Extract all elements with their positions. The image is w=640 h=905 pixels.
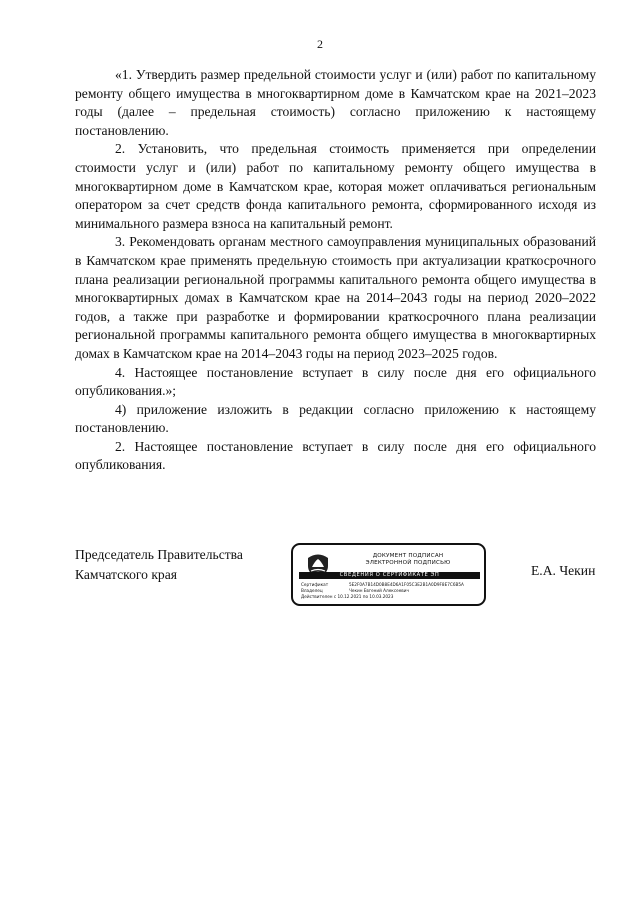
stamp-certificate-bar: СВЕДЕНИЯ О СЕРТИФИКАТЕ ЭП	[299, 572, 480, 579]
signatory-title	[75, 545, 243, 585]
electronic-signature-stamp	[291, 543, 486, 606]
stamp-header-line2: ЭЛЕКТРОННОЙ ПОДПИСЬЮ	[365, 560, 451, 566]
resolution-text	[75, 66, 596, 475]
paragraph-4: 4. Настоящее постановление вступает в силу после дня его официального опубликования.»;	[75, 364, 596, 399]
page-number: 2	[317, 37, 323, 51]
stamp-header	[335, 553, 481, 567]
stamp-owner-row	[301, 588, 409, 593]
signatory-title-line1: Председатель Правительства	[75, 547, 243, 562]
owner-key: Владелец	[301, 588, 323, 593]
paragraph-2: 2. Установить, что предельная стоимость применяется при определении стоимости услуг и (или) работ по капитальному ремонту общего имущества в многоквартирном доме в Камчатском крае, которая может оплачиваться региональным оператором за счет средств фонда капитального ремонта, сформированного исходя из минимального размера взноса на капитальный ремонт.	[75, 141, 596, 231]
paragraph-5: 4) приложение изложить в редакции согласно приложению к настоящему постановлению.	[75, 401, 596, 436]
paragraph-3: 3. Рекомендовать органам местного самоуправления муниципальных образований в Камчатском крае применять предельную стоимость при актуализации краткосрочного плана реализации региональной программы капитального ремонта общего имущества в многоквартирных домах в Камчатском крае на 2014–2043 годы на период 2020–2022 годов, а также при разработке и формировании краткосрочного плана реализации региональной программы капитального ремонта общего имущества в многоквартирных домах в Камчатском крае на 2014–2043 годы на период 2023–2025 годов.	[75, 234, 596, 361]
signatory-name: Е.А. Чекин	[531, 563, 596, 578]
paragraph-1: «1. Утвердить размер предельной стоимости услуг и (или) работ по капитальному ремонту общего имущества в многоквартирном доме в Камчатском крае на 2021–2023 годы (далее – предельная стоимость) согласно приложению к настоящему постановлению.	[75, 67, 596, 138]
stamp-certificate-row	[301, 582, 464, 587]
signatory-title-line2: Камчатского края	[75, 567, 178, 582]
owner-value: Чекин Евгений Алексеевич	[349, 588, 409, 593]
paragraph-6: 2. Настоящее постановление вступает в силу после дня его официального опубликования.	[75, 438, 596, 473]
stamp-header-line1: ДОКУМЕНТ ПОДПИСАН	[372, 553, 444, 559]
certificate-value: 5E2F0A7B14D0B8E4D6A1F05C3E2B1A0D9F8E7C6B5A	[349, 582, 464, 587]
certificate-key: Сертификат	[301, 582, 329, 587]
stamp-validity-row: Действителен с 10.12.2021 по 10.03.2023	[301, 594, 394, 599]
